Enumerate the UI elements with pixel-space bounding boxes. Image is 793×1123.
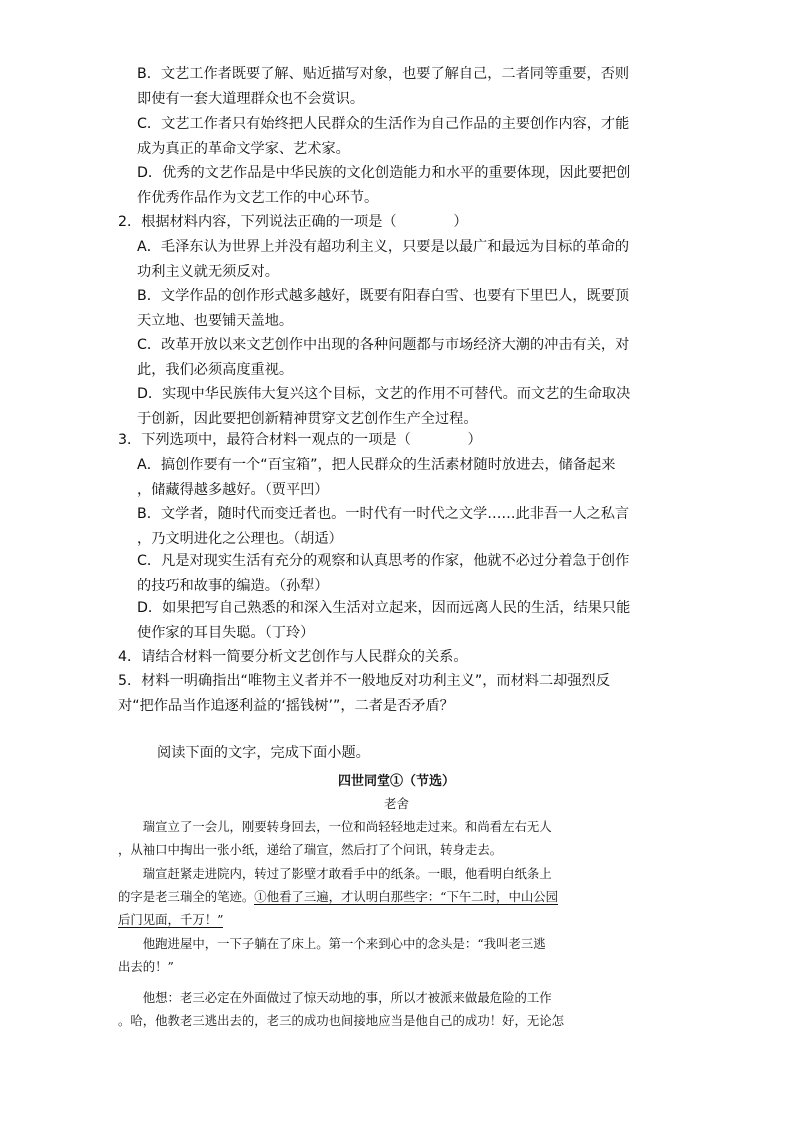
q3-option-a-line2: ，储藏得越多越好。（贾平凹） <box>137 481 329 498</box>
q2-option-d-line1: D．实现中华民族伟大复兴这个目标，文艺的作用不可替代。而文艺的生命取决 <box>137 386 631 402</box>
q2-stem-text: 2．根据材料内容，下列说法正确的一项是（ ） <box>118 214 468 230</box>
q5 <box>118 669 678 718</box>
q3-option-d-line2: 使作家的耳目失聪。（丁玲） <box>137 624 315 641</box>
q2-option-b-line1: B．文学作品的创作形式越多越好，既要有阳春白雪、也要有下里巴人，既要顶 <box>137 288 630 304</box>
q3-option-a-line1: A．搞创作要有一个“百宝箱”，把人民群众的生活素材随时放进去，储备起来 <box>137 457 616 473</box>
story-p2-underlined-sentence: ①他看了三遍，才认明白那些字：“下午二时，中山公园 <box>254 889 559 904</box>
q3-option-b <box>137 502 677 551</box>
story-paragraph-2 <box>118 862 678 931</box>
story-paragraph-4 <box>118 986 678 1032</box>
story-p4-line1: 他想：老三必定在外面做过了惊天动地的事，所以才被派来做最危险的工作 <box>118 990 552 1005</box>
q3-option-b-line1: B．文学者，随时代而变迁者也。一时代有一时代之文学……此非吾一人之私言 <box>137 506 630 522</box>
q3-stem-text: 3．下列选项中，最符合材料一观点的一项是（ ） <box>118 432 482 448</box>
story-author: 老舍 <box>383 796 409 811</box>
q2-option-c-line2: 此，我们必须高度重视。 <box>137 361 294 378</box>
q5-line1: 5．材料一明确指出“唯物主义者并不一般地反对功利主义”，而材料二却强烈反 <box>118 673 610 689</box>
q1-option-c-line2: 成为真正的革命文学家、艺术家。 <box>137 140 350 157</box>
q2-stem <box>118 210 678 235</box>
story-p2-line1: 瑞宣赶紧走进院内，转过了影壁才敢看手中的纸条。一眼，他看明白纸条上 <box>118 866 552 881</box>
q5-line2: 对“把作品当作追逐利益的‘摇钱树’”，二者是否矛盾？ <box>118 697 454 714</box>
story-p4-line2: 。哈，他教老三逃出去的，老三的成功也间接地应当是他自己的成功！好，无论怎 <box>118 1013 565 1028</box>
story-p3-line2: 出去的！” <box>118 959 174 974</box>
reading-intro <box>157 741 370 766</box>
q3-option-b-line2: ，乃文明进化之公理也。（胡适） <box>137 530 343 547</box>
q1-option-c-line1: C．文艺工作者只有始终把人民群众的生活作为自己作品的主要创作内容，才能 <box>137 116 630 132</box>
q2-option-d <box>137 382 677 431</box>
q2-option-a-line2: 功利主义就无须反对。 <box>137 263 279 280</box>
q4 <box>118 645 678 670</box>
q4-text: 4．请结合材料一简要分析文艺创作与人民群众的关系。 <box>118 649 468 665</box>
q2-option-d-line2: 于创新，因此要把创新精神贯穿文艺创作生产全过程。 <box>137 410 478 427</box>
q2-option-a <box>137 235 677 284</box>
story-p2-underlined-sentence-end: 后门见面，千万！” <box>118 912 224 927</box>
q1-option-d-line2: 作优秀作品作为文艺工作的中心环节。 <box>137 189 379 206</box>
story-p2-line3 <box>118 908 678 931</box>
story-p1-line1: 瑞宣立了一会儿，刚要转身回去，一位和尚轻轻地走过来。和尚看左右无人 <box>118 819 552 834</box>
story-p2-line2-plain: 的字是老三瑞全的笔迹。 <box>118 889 255 904</box>
story-p3-line1: 他跑进屋中，一下子躺在了床上。第一个来到心中的念头是：“我叫老三逃 <box>118 936 546 951</box>
q1-option-b <box>137 62 677 111</box>
q1-option-b-line2: 即使有一套大道理群众也不会赏识。 <box>137 90 365 107</box>
q2-option-b-line2: 天立地、也要铺天盖地。 <box>137 312 294 329</box>
q3-option-c-line1: C．凡是对现实生活有充分的观察和认真思考的作家，他就不必过分着急于创作 <box>137 553 630 569</box>
story-paragraph-3 <box>118 932 678 978</box>
q2-option-c-line1: C．改革开放以来文艺创作中出现的各种问题都与市场经济大潮的冲击有关，对 <box>137 337 630 353</box>
q2-option-c <box>137 333 677 382</box>
story-paragraph-1 <box>118 815 678 861</box>
q1-option-c <box>137 112 677 161</box>
story-p2-line2 <box>118 885 678 908</box>
q3-option-c-line2: 的技巧和故事的编造。（孙犁） <box>137 577 329 594</box>
q3-option-d-line1: D．如果把写自己熟悉的和深入生活对立起来，因而远离人民的生活，结果只能 <box>137 600 631 616</box>
story-title: 四世同堂①（节选） <box>337 774 455 789</box>
q3-stem <box>118 428 678 453</box>
q1-option-d <box>137 161 677 210</box>
q1-option-d-line1: D．优秀的文艺作品是中华民族的文化创造能力和水平的重要体现，因此要把创 <box>137 165 631 181</box>
q3-option-d <box>137 596 677 645</box>
story-p1-line2: ，从袖口中掏出一张小纸，递给了瑞宣，然后打了个问讯，转身走去。 <box>118 842 503 857</box>
reading-intro-text: 阅读下面的文字，完成下面小题。 <box>157 745 370 761</box>
q1-option-b-line1: B．文艺工作者既要了解、贴近描写对象，也要了解自己，二者同等重要，否则 <box>137 66 630 82</box>
q3-option-c <box>137 549 677 598</box>
q2-option-a-line1: A．毛泽东认为世界上并没有超功利主义，只要是以最广和最远为目标的革命的 <box>137 239 630 255</box>
q2-option-b <box>137 284 677 333</box>
q3-option-a <box>137 453 677 502</box>
